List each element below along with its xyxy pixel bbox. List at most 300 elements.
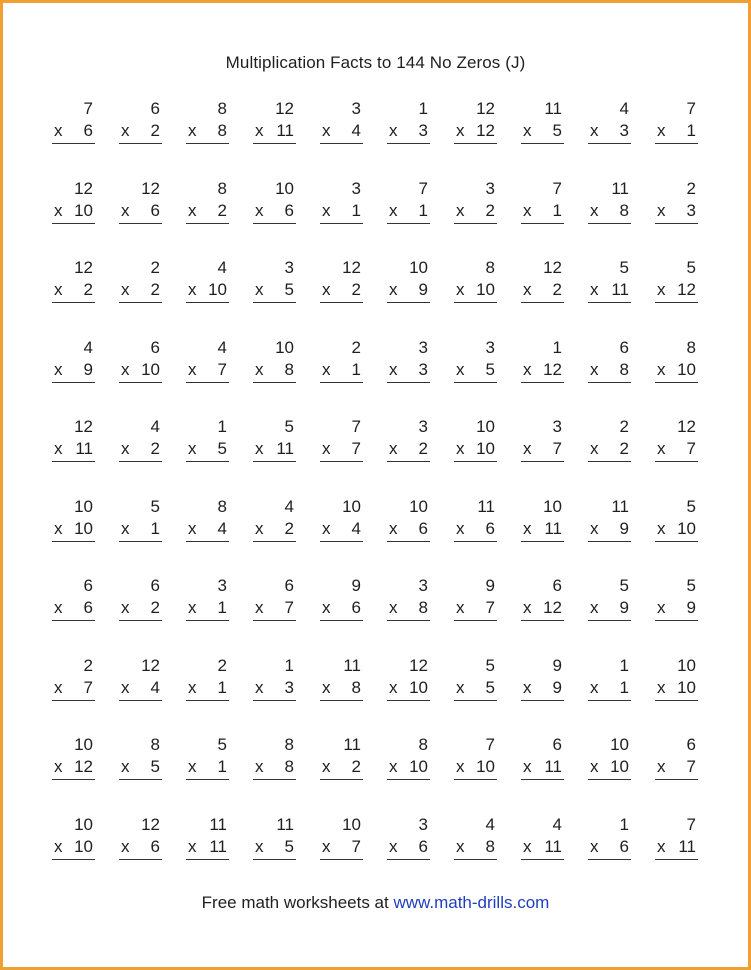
times-sign: x bbox=[121, 837, 130, 856]
multiplicand: 5 bbox=[686, 576, 696, 595]
multiplicand: 9 bbox=[485, 576, 495, 595]
problem-2-10 bbox=[655, 179, 698, 225]
multiplicand: 6 bbox=[284, 576, 294, 595]
answer-line bbox=[52, 700, 95, 701]
multiplier: 4 bbox=[150, 678, 160, 697]
multiplier: 2 bbox=[217, 201, 227, 220]
multiplicand: 1 bbox=[552, 338, 562, 357]
problem-10-6 bbox=[387, 815, 430, 861]
multiplier: 7 bbox=[284, 598, 294, 617]
problem-3-10 bbox=[655, 258, 698, 304]
answer-line bbox=[320, 620, 363, 621]
multiplicand: 10 bbox=[677, 656, 696, 675]
problem-6-10 bbox=[655, 497, 698, 543]
multiplicand: 2 bbox=[83, 656, 93, 675]
multiplicand: 10 bbox=[74, 735, 93, 754]
multiplicand: 7 bbox=[485, 735, 495, 754]
multiplier: 11 bbox=[544, 519, 562, 538]
answer-line bbox=[521, 143, 564, 144]
problem-9-6 bbox=[387, 735, 430, 781]
answer-line bbox=[588, 143, 631, 144]
problem-7-8 bbox=[521, 576, 564, 622]
multiplicand: 7 bbox=[686, 815, 696, 834]
answer-line bbox=[454, 779, 497, 780]
multiplier: 3 bbox=[418, 360, 428, 379]
times-sign: x bbox=[389, 757, 398, 776]
times-sign: x bbox=[657, 360, 666, 379]
multiplier: 2 bbox=[150, 598, 160, 617]
times-sign: x bbox=[255, 360, 264, 379]
problem-5-1 bbox=[52, 417, 95, 463]
multiplier: 11 bbox=[276, 439, 294, 458]
problem-3-3 bbox=[186, 258, 229, 304]
answer-line bbox=[186, 143, 229, 144]
problem-9-5 bbox=[320, 735, 363, 781]
problem-5-2 bbox=[119, 417, 162, 463]
times-sign: x bbox=[54, 678, 63, 697]
multiplicand: 12 bbox=[677, 417, 696, 436]
multiplicand: 2 bbox=[351, 338, 361, 357]
problem-8-2 bbox=[119, 656, 162, 702]
answer-line bbox=[387, 302, 430, 303]
multiplicand: 3 bbox=[552, 417, 562, 436]
answer-line bbox=[253, 700, 296, 701]
multiplicand: 6 bbox=[552, 576, 562, 595]
problem-2-3 bbox=[186, 179, 229, 225]
answer-line bbox=[320, 541, 363, 542]
answer-line bbox=[320, 223, 363, 224]
multiplicand: 8 bbox=[217, 99, 227, 118]
multiplicand: 4 bbox=[619, 99, 629, 118]
multiplicand: 5 bbox=[150, 497, 160, 516]
multiplier: 5 bbox=[552, 121, 562, 140]
times-sign: x bbox=[255, 519, 264, 538]
answer-line bbox=[521, 620, 564, 621]
problem-6-2 bbox=[119, 497, 162, 543]
problem-3-4 bbox=[253, 258, 296, 304]
multiplier: 8 bbox=[619, 201, 629, 220]
multiplier: 10 bbox=[141, 360, 160, 379]
answer-line bbox=[521, 779, 564, 780]
multiplicand: 11 bbox=[276, 815, 294, 834]
multiplier: 11 bbox=[544, 757, 562, 776]
answer-line bbox=[454, 302, 497, 303]
times-sign: x bbox=[657, 519, 666, 538]
times-sign: x bbox=[121, 678, 130, 697]
multiplicand: 4 bbox=[284, 497, 294, 516]
multiplicand: 11 bbox=[611, 179, 629, 198]
answer-line bbox=[119, 620, 162, 621]
times-sign: x bbox=[121, 360, 130, 379]
problem-5-9 bbox=[588, 417, 631, 463]
multiplicand: 8 bbox=[217, 497, 227, 516]
multiplier: 2 bbox=[284, 519, 294, 538]
multiplier: 12 bbox=[677, 280, 696, 299]
problem-1-7 bbox=[454, 99, 497, 145]
problem-6-5 bbox=[320, 497, 363, 543]
problem-10-7 bbox=[454, 815, 497, 861]
answer-line bbox=[320, 779, 363, 780]
multiplicand: 3 bbox=[418, 815, 428, 834]
multiplicand: 3 bbox=[351, 179, 361, 198]
times-sign: x bbox=[188, 519, 197, 538]
multiplicand: 11 bbox=[544, 99, 562, 118]
answer-line bbox=[320, 461, 363, 462]
answer-line bbox=[186, 541, 229, 542]
multiplier: 5 bbox=[284, 280, 294, 299]
multiplier: 10 bbox=[610, 757, 629, 776]
answer-line bbox=[521, 223, 564, 224]
problem-5-10 bbox=[655, 417, 698, 463]
multiplier: 10 bbox=[476, 757, 495, 776]
times-sign: x bbox=[255, 280, 264, 299]
problem-7-5 bbox=[320, 576, 363, 622]
times-sign: x bbox=[456, 360, 465, 379]
multiplier: 11 bbox=[611, 280, 629, 299]
multiplicand: 10 bbox=[543, 497, 562, 516]
multiplicand: 3 bbox=[418, 417, 428, 436]
multiplicand: 6 bbox=[83, 576, 93, 595]
multiplicand: 4 bbox=[552, 815, 562, 834]
times-sign: x bbox=[121, 280, 130, 299]
problem-8-1 bbox=[52, 656, 95, 702]
problem-10-8 bbox=[521, 815, 564, 861]
answer-line bbox=[52, 859, 95, 860]
multiplicand: 11 bbox=[611, 497, 629, 516]
multiplier: 11 bbox=[209, 837, 227, 856]
problem-2-2 bbox=[119, 179, 162, 225]
times-sign: x bbox=[322, 439, 331, 458]
problem-7-3 bbox=[186, 576, 229, 622]
problem-1-4 bbox=[253, 99, 296, 145]
times-sign: x bbox=[188, 280, 197, 299]
answer-line bbox=[320, 302, 363, 303]
multiplier: 6 bbox=[284, 201, 294, 220]
times-sign: x bbox=[389, 519, 398, 538]
problem-9-10 bbox=[655, 735, 698, 781]
answer-line bbox=[186, 779, 229, 780]
answer-line bbox=[119, 541, 162, 542]
problem-5-4 bbox=[253, 417, 296, 463]
times-sign: x bbox=[121, 519, 130, 538]
times-sign: x bbox=[389, 280, 398, 299]
times-sign: x bbox=[389, 837, 398, 856]
problem-3-1 bbox=[52, 258, 95, 304]
multiplier: 10 bbox=[409, 678, 428, 697]
problem-7-6 bbox=[387, 576, 430, 622]
problem-8-8 bbox=[521, 656, 564, 702]
multiplier: 6 bbox=[83, 121, 93, 140]
multiplicand: 10 bbox=[275, 338, 294, 357]
multiplicand: 10 bbox=[342, 497, 361, 516]
multiplier: 10 bbox=[476, 439, 495, 458]
problem-9-8 bbox=[521, 735, 564, 781]
multiplicand: 4 bbox=[485, 815, 495, 834]
multiplicand: 4 bbox=[217, 258, 227, 277]
multiplier: 11 bbox=[544, 837, 562, 856]
problem-2-7 bbox=[454, 179, 497, 225]
answer-line bbox=[52, 779, 95, 780]
multiplier: 8 bbox=[619, 360, 629, 379]
problem-6-8 bbox=[521, 497, 564, 543]
times-sign: x bbox=[121, 439, 130, 458]
times-sign: x bbox=[456, 201, 465, 220]
times-sign: x bbox=[54, 201, 63, 220]
footer bbox=[0, 893, 751, 913]
problem-4-6 bbox=[387, 338, 430, 384]
answer-line bbox=[52, 461, 95, 462]
times-sign: x bbox=[456, 280, 465, 299]
answer-line bbox=[320, 143, 363, 144]
multiplier: 1 bbox=[619, 678, 629, 697]
times-sign: x bbox=[121, 598, 130, 617]
answer-line bbox=[253, 779, 296, 780]
times-sign: x bbox=[523, 360, 532, 379]
problem-5-5 bbox=[320, 417, 363, 463]
problem-4-3 bbox=[186, 338, 229, 384]
times-sign: x bbox=[590, 678, 599, 697]
times-sign: x bbox=[456, 757, 465, 776]
answer-line bbox=[454, 461, 497, 462]
problem-4-5 bbox=[320, 338, 363, 384]
answer-line bbox=[186, 223, 229, 224]
problem-3-6 bbox=[387, 258, 430, 304]
times-sign: x bbox=[389, 598, 398, 617]
answer-line bbox=[186, 859, 229, 860]
multiplier: 10 bbox=[677, 360, 696, 379]
times-sign: x bbox=[523, 280, 532, 299]
multiplicand: 3 bbox=[418, 576, 428, 595]
times-sign: x bbox=[523, 837, 532, 856]
times-sign: x bbox=[523, 678, 532, 697]
multiplicand: 9 bbox=[351, 576, 361, 595]
answer-line bbox=[588, 461, 631, 462]
problem-6-7 bbox=[454, 497, 497, 543]
answer-line bbox=[253, 143, 296, 144]
multiplicand: 6 bbox=[619, 338, 629, 357]
times-sign: x bbox=[523, 121, 532, 140]
times-sign: x bbox=[121, 201, 130, 220]
problem-10-1 bbox=[52, 815, 95, 861]
answer-line bbox=[521, 700, 564, 701]
times-sign: x bbox=[54, 121, 63, 140]
answer-line bbox=[387, 461, 430, 462]
multiplicand: 11 bbox=[343, 735, 361, 754]
problem-8-3 bbox=[186, 656, 229, 702]
multiplicand: 3 bbox=[217, 576, 227, 595]
answer-line bbox=[588, 700, 631, 701]
multiplicand: 8 bbox=[150, 735, 160, 754]
times-sign: x bbox=[255, 201, 264, 220]
times-sign: x bbox=[456, 598, 465, 617]
answer-line bbox=[588, 223, 631, 224]
multiplicand: 12 bbox=[342, 258, 361, 277]
multiplier: 6 bbox=[351, 598, 361, 617]
answer-line bbox=[387, 382, 430, 383]
answer-line bbox=[588, 541, 631, 542]
multiplicand: 3 bbox=[418, 338, 428, 357]
multiplicand: 10 bbox=[476, 417, 495, 436]
answer-line bbox=[52, 541, 95, 542]
multiplier: 6 bbox=[418, 837, 428, 856]
answer-line bbox=[119, 700, 162, 701]
multiplier: 2 bbox=[351, 280, 361, 299]
answer-line bbox=[186, 700, 229, 701]
answer-line bbox=[454, 223, 497, 224]
multiplicand: 8 bbox=[686, 338, 696, 357]
times-sign: x bbox=[657, 201, 666, 220]
problem-7-9 bbox=[588, 576, 631, 622]
multiplicand: 5 bbox=[217, 735, 227, 754]
times-sign: x bbox=[188, 598, 197, 617]
problem-10-3 bbox=[186, 815, 229, 861]
times-sign: x bbox=[121, 121, 130, 140]
problem-7-10 bbox=[655, 576, 698, 622]
multiplicand: 12 bbox=[141, 179, 160, 198]
multiplier: 9 bbox=[619, 519, 629, 538]
multiplicand: 5 bbox=[619, 576, 629, 595]
answer-line bbox=[655, 143, 698, 144]
multiplier: 1 bbox=[351, 360, 361, 379]
multiplicand: 12 bbox=[74, 179, 93, 198]
multiplicand: 7 bbox=[552, 179, 562, 198]
multiplier: 2 bbox=[150, 121, 160, 140]
problem-6-9 bbox=[588, 497, 631, 543]
problem-3-8 bbox=[521, 258, 564, 304]
problem-2-6 bbox=[387, 179, 430, 225]
times-sign: x bbox=[657, 280, 666, 299]
multiplier: 1 bbox=[351, 201, 361, 220]
answer-line bbox=[655, 541, 698, 542]
worksheet-title: Multiplication Facts to 144 No Zeros (J) bbox=[225, 53, 526, 72]
multiplicand: 5 bbox=[686, 258, 696, 277]
answer-line bbox=[454, 541, 497, 542]
problem-10-9 bbox=[588, 815, 631, 861]
multiplier: 7 bbox=[83, 678, 93, 697]
multiplier: 5 bbox=[217, 439, 227, 458]
answer-line bbox=[387, 143, 430, 144]
answer-line bbox=[52, 223, 95, 224]
answer-line bbox=[521, 541, 564, 542]
problem-10-2 bbox=[119, 815, 162, 861]
multiplicand: 5 bbox=[284, 417, 294, 436]
multiplicand: 10 bbox=[610, 735, 629, 754]
multiplier: 1 bbox=[686, 121, 696, 140]
times-sign: x bbox=[188, 121, 197, 140]
answer-line bbox=[521, 382, 564, 383]
times-sign: x bbox=[322, 201, 331, 220]
problem-8-7 bbox=[454, 656, 497, 702]
problem-7-4 bbox=[253, 576, 296, 622]
footer-text: Free math worksheets at bbox=[201, 893, 394, 912]
multiplicand: 10 bbox=[409, 258, 428, 277]
multiplicand: 4 bbox=[150, 417, 160, 436]
multiplicand: 1 bbox=[418, 99, 428, 118]
times-sign: x bbox=[590, 598, 599, 617]
problem-8-4 bbox=[253, 656, 296, 702]
multiplicand: 3 bbox=[485, 179, 495, 198]
answer-line bbox=[320, 859, 363, 860]
times-sign: x bbox=[322, 519, 331, 538]
times-sign: x bbox=[322, 360, 331, 379]
problem-7-7 bbox=[454, 576, 497, 622]
multiplier: 5 bbox=[485, 678, 495, 697]
answer-line bbox=[119, 382, 162, 383]
multiplicand: 3 bbox=[485, 338, 495, 357]
multiplicand: 9 bbox=[552, 656, 562, 675]
times-sign: x bbox=[590, 519, 599, 538]
multiplier: 2 bbox=[552, 280, 562, 299]
multiplicand: 11 bbox=[209, 815, 227, 834]
problem-2-9 bbox=[588, 179, 631, 225]
multiplier: 12 bbox=[543, 598, 562, 617]
multiplier: 7 bbox=[552, 439, 562, 458]
problem-9-3 bbox=[186, 735, 229, 781]
answer-line bbox=[186, 302, 229, 303]
problem-9-4 bbox=[253, 735, 296, 781]
multiplier: 2 bbox=[351, 757, 361, 776]
answer-line bbox=[253, 620, 296, 621]
multiplier: 1 bbox=[418, 201, 428, 220]
problem-5-3 bbox=[186, 417, 229, 463]
multiplier: 8 bbox=[284, 757, 294, 776]
problem-9-7 bbox=[454, 735, 497, 781]
answer-line bbox=[521, 859, 564, 860]
footer-link[interactable]: www.math-drills.com bbox=[393, 893, 550, 912]
times-sign: x bbox=[657, 757, 666, 776]
problem-10-10 bbox=[655, 815, 698, 861]
times-sign: x bbox=[255, 757, 264, 776]
multiplier: 7 bbox=[686, 757, 696, 776]
multiplicand: 11 bbox=[343, 656, 361, 675]
answer-line bbox=[387, 541, 430, 542]
multiplier: 11 bbox=[678, 837, 696, 856]
multiplier: 9 bbox=[83, 360, 93, 379]
times-sign: x bbox=[255, 598, 264, 617]
multiplicand: 2 bbox=[686, 179, 696, 198]
multiplicand: 12 bbox=[141, 656, 160, 675]
problem-5-6 bbox=[387, 417, 430, 463]
answer-line bbox=[655, 779, 698, 780]
multiplier: 4 bbox=[217, 519, 227, 538]
multiplier: 5 bbox=[284, 837, 294, 856]
multiplier: 2 bbox=[83, 280, 93, 299]
problem-8-9 bbox=[588, 656, 631, 702]
answer-line bbox=[387, 223, 430, 224]
times-sign: x bbox=[255, 678, 264, 697]
multiplier: 6 bbox=[150, 201, 160, 220]
times-sign: x bbox=[456, 678, 465, 697]
answer-line bbox=[52, 143, 95, 144]
times-sign: x bbox=[657, 837, 666, 856]
multiplier: 10 bbox=[677, 678, 696, 697]
multiplier: 9 bbox=[619, 598, 629, 617]
multiplier: 6 bbox=[619, 837, 629, 856]
multiplicand: 6 bbox=[552, 735, 562, 754]
multiplier: 10 bbox=[409, 757, 428, 776]
multiplier: 9 bbox=[686, 598, 696, 617]
times-sign: x bbox=[523, 598, 532, 617]
multiplicand: 12 bbox=[74, 258, 93, 277]
multiplier: 8 bbox=[217, 121, 227, 140]
times-sign: x bbox=[590, 201, 599, 220]
multiplier: 5 bbox=[485, 360, 495, 379]
multiplicand: 2 bbox=[619, 417, 629, 436]
multiplier: 7 bbox=[217, 360, 227, 379]
answer-line bbox=[387, 620, 430, 621]
problem-5-7 bbox=[454, 417, 497, 463]
times-sign: x bbox=[590, 837, 599, 856]
